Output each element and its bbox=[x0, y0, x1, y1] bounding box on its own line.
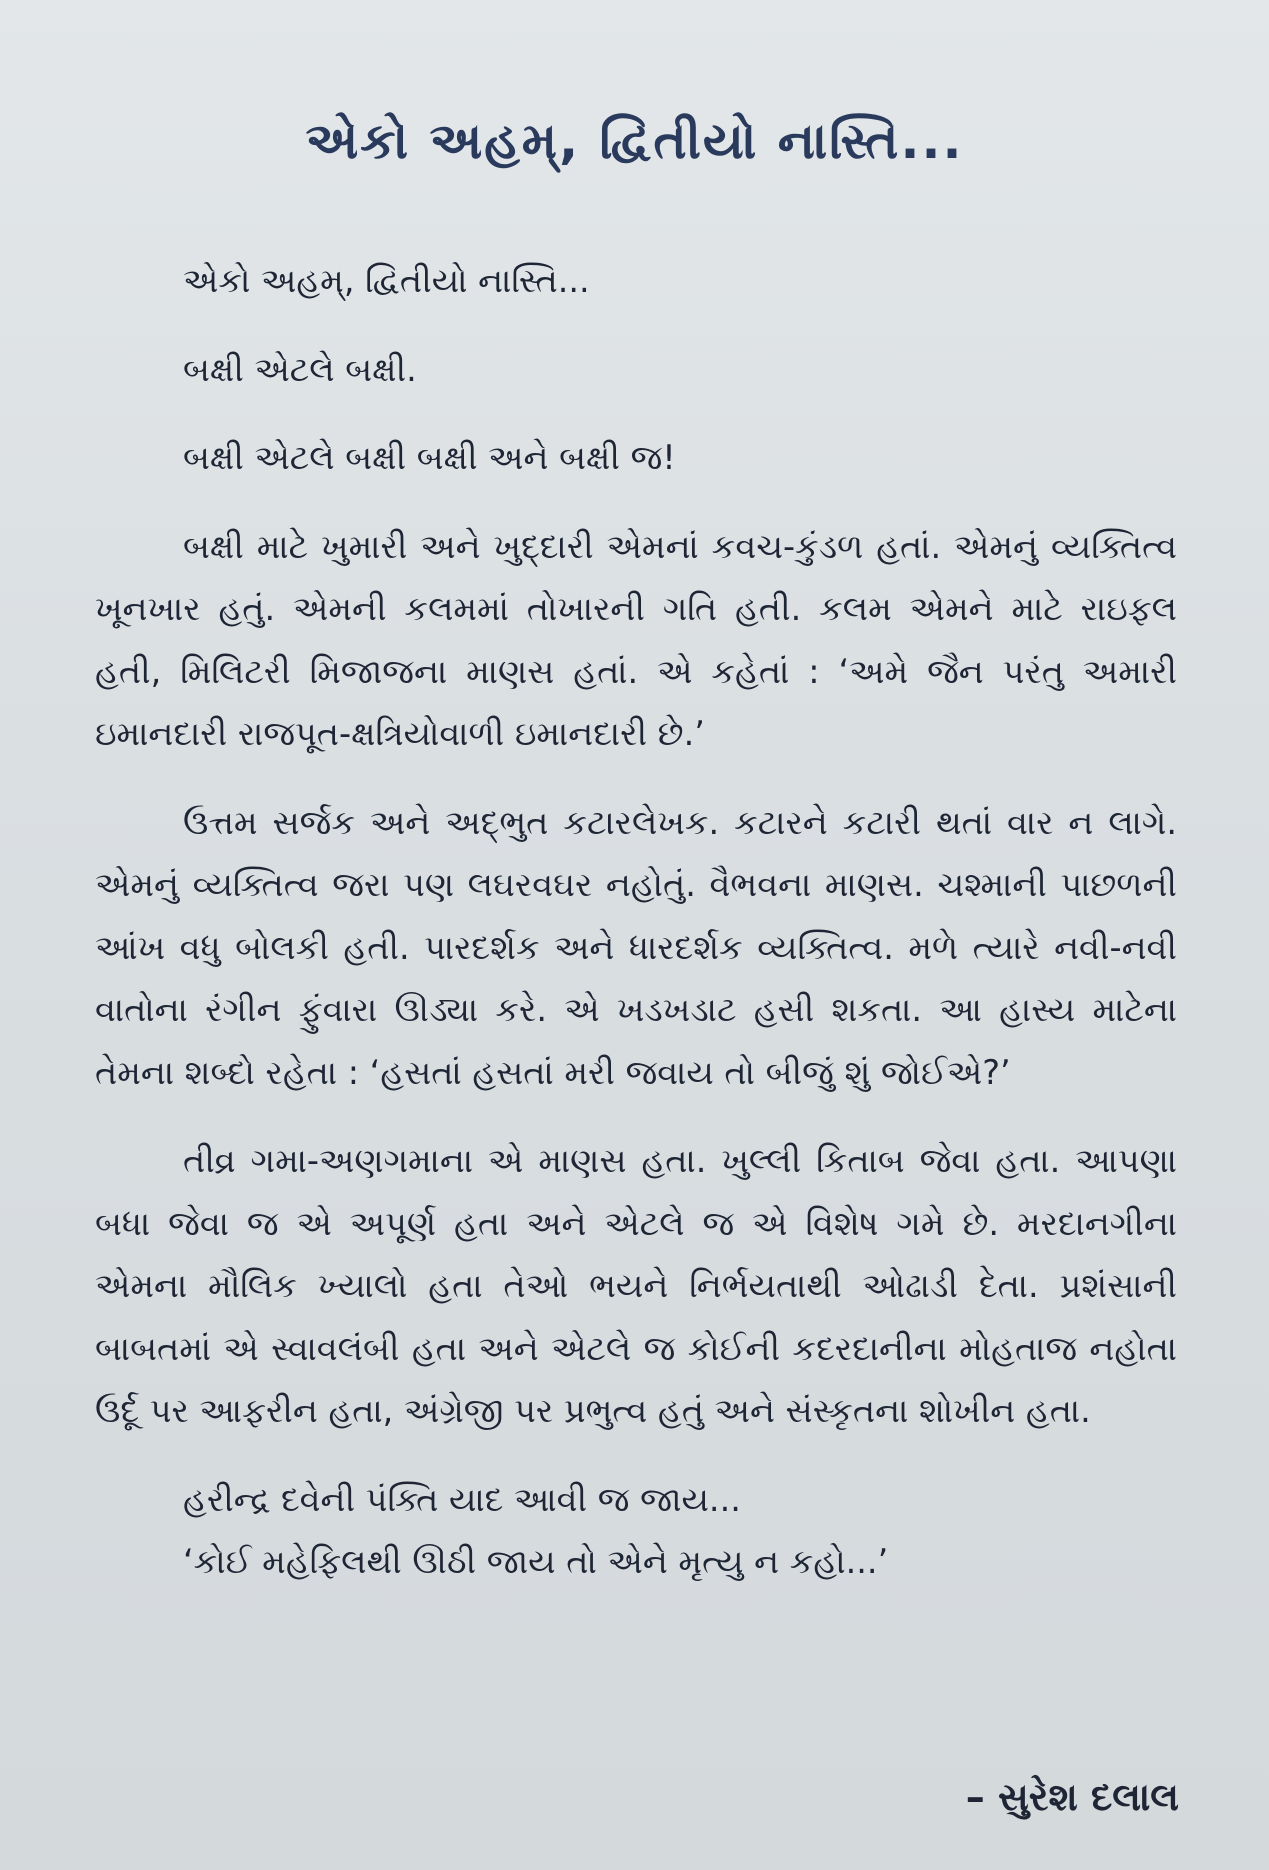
page-title: એકો અહમ્, દ્વિતીયો નાસ્તિ... bbox=[305, 112, 964, 170]
paragraph-2: ઉત્તમ સર્જક અને અદ્ભુત કટારલેખક. કટારને કટારી થતાં વાર ન લાગે. એમનું વ્યક્તિત્વ જરા પણ લઘરવઘર નહોતું. વૈભવના માણસ. ચશ્માની પાછળની આંખ વધુ બોલકી હતી. પારદર્શક અને ધારદર્શક વ્યક્તિત્વ. મળે ત્યારે નવી-નવી વાતોના રંગીન ફુંવારા ઊડ્યા કરે. એ ખડખડાટ હસી શકતા. આ હાસ્ય માટેના તેમના શબ્દો રહેતા : ‘હસતાં હસતાં મરી જવાય તો બીજું શું જોઈએ?’ bbox=[95, 802, 1177, 1092]
second-line: બક્ષી એટલે બક્ષી. bbox=[183, 349, 417, 389]
paragraph-1: બક્ષી માટે ખુમારી અને ખુદ્દારી એમનાં કવચ-કુંડળ હતાં. એમનું વ્યક્તિત્વ ખૂનખાર હતું. એમની કલમમાં તોખારની ગતિ હતી. કલમ એમને માટે રાઇફલ હતી, મિલિટરી મિજાજના માણસ હતાં. એ કહેતાં : ‘અમે જૈન પરંતુ અમારી ઇમાનદારી રાજપૂત-ક્ષત્રિયોવાળી ઇમાનદારી છે.’ bbox=[95, 526, 1177, 753]
paragraph-3: તીવ્ર ગમા-અણગમાના એ માણસ હતા. ખુલ્લી કિતાબ જેવા હતા. આપણા બધા જેવા જ એ અપૂર્ણ હતા અને એટલે જ એ વિશેષ ગમે છે. મરદાનગીના એમના મૌલિક ખ્યાલો હતા તેઓ ભયને નિર્ભયતાથી ઓઢાડી દેતા. પ્રશંસાની બાબતમાં એ સ્વાવલંબી હતા અને એટલે જ કોઈની કદરદાનીના મોહતાજ નહોતા ઉર્દૂ પર આફરીન હતા, અંગ્રેજી પર પ્રભુત્વ હતું અને સંસ્કૃતના શોખીન હતા. bbox=[95, 1141, 1177, 1430]
page-body bbox=[95, 250, 1177, 1594]
third-line: બક્ષી એટલે બક્ષી બક્ષી અને બક્ષી જ! bbox=[183, 438, 676, 477]
closing-quote: ‘કોઈ મહેફિલથી ઊઠી જાય તો એને મૃત્યુ ન કહો...’ bbox=[183, 1542, 889, 1581]
closing-line: હરીન્દ્ર દવેની પંક્તિ યાદ આવી જ જાય... bbox=[183, 1479, 741, 1519]
author-signature: – સુરેશ દલાલ bbox=[965, 1775, 1179, 1819]
opening-line: એકો અહમ્, દ્વિતીયો નાસ્તિ... bbox=[183, 261, 590, 300]
